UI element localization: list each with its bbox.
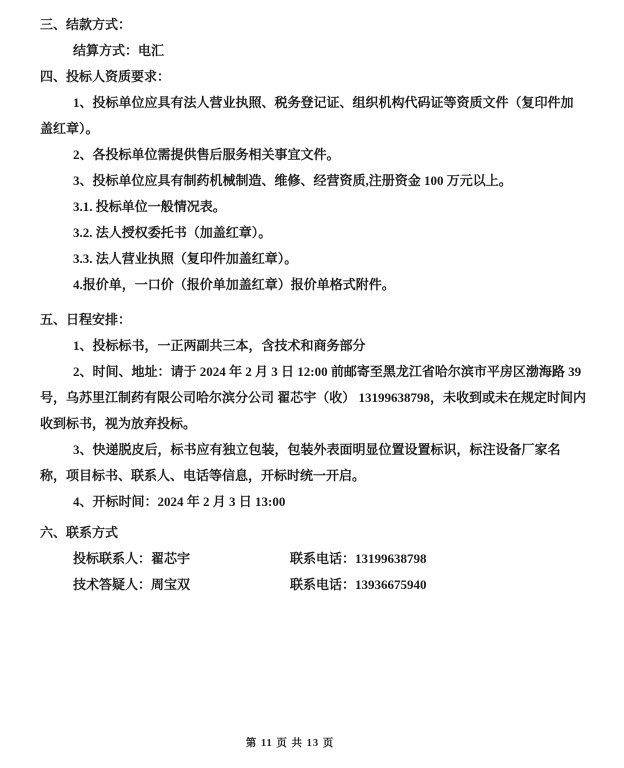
contact-row-technical bbox=[40, 572, 586, 598]
para-qualification-3-1: 3.1. 投标单位一般情况表。 bbox=[73, 199, 226, 214]
para-schedule-1: 1、投标标书，一正两副共三本，含技术和商务部分 bbox=[73, 338, 366, 353]
contact-technical-name: 周宝双 bbox=[151, 577, 191, 592]
para-qualification-2: 2、各投标单位需提供售后服务相关事宜文件。 bbox=[73, 147, 340, 162]
contact-bid-phone-label: 联系电话： bbox=[290, 551, 356, 566]
section-heading-contact: 六、联系方式 bbox=[40, 525, 119, 540]
document-content bbox=[40, 12, 586, 598]
section-heading-bidder-qualifications: 四、投标人资质要求： bbox=[40, 69, 171, 84]
contact-technical-person bbox=[73, 572, 290, 598]
contact-bid-person bbox=[73, 546, 290, 572]
contact-bid-role-label: 投标联系人： bbox=[73, 551, 152, 566]
contact-bid-phone bbox=[290, 546, 586, 572]
section-heading-payment-method: 三、结款方式： bbox=[40, 17, 132, 32]
contact-technical-phone bbox=[290, 572, 586, 598]
section-heading-schedule: 五、日程安排： bbox=[40, 312, 132, 327]
para-schedule-4: 4、开标时间：2024 年 2 月 3 日 13:00 bbox=[73, 494, 286, 509]
contact-bid-name: 翟芯宇 bbox=[151, 551, 191, 566]
contact-technical-phone-number: 13936675940 bbox=[355, 577, 427, 592]
para-schedule-2: 2、时间、地址：请于 2024 年 2 月 3 日 12:00 前邮寄至黑龙江省哈尔滨市平房区渤海路 39 号，乌苏里江制药有限公司哈尔滨分公司 翟芯宇（收） 13199638798，未收到或未在规定时间内收到标书，视为放弃投标。 bbox=[40, 364, 587, 431]
contact-row-bid bbox=[40, 546, 586, 572]
contact-technical-phone-label: 联系电话： bbox=[290, 577, 356, 592]
para-qualification-3-3: 3.3. 法人营业执照（复印件加盖红章）。 bbox=[73, 251, 298, 266]
para-qualification-3-2: 3.2. 法人授权委托书（加盖红章）。 bbox=[73, 225, 272, 240]
para-settlement-method: 结算方式：电汇 bbox=[73, 43, 165, 58]
para-qualification-3: 3、投标单位应具有制药机械制造、维修、经营资质,注册资金 100 万元以上。 bbox=[73, 173, 512, 188]
contact-bid-phone-number: 13199638798 bbox=[355, 551, 427, 566]
para-qualification-1: 1、投标单位应具有法人营业执照、税务登记证、组织机构代码证等资质文件（复印件加盖红章）。 bbox=[40, 95, 574, 136]
contact-technical-role-label: 技术答疑人： bbox=[73, 577, 152, 592]
para-qualification-4: 4.报价单，一口价（报价单加盖红章）报价单格式附件。 bbox=[73, 277, 395, 292]
para-schedule-3: 3、快递脱皮后，标书应有独立包装，包装外表面明显位置设置标识，标注设备厂家名称，项目标书、联系人、电话等信息，开标时统一开启。 bbox=[40, 442, 561, 483]
page-footer: 第 11 页 共 13 页 bbox=[245, 738, 335, 749]
